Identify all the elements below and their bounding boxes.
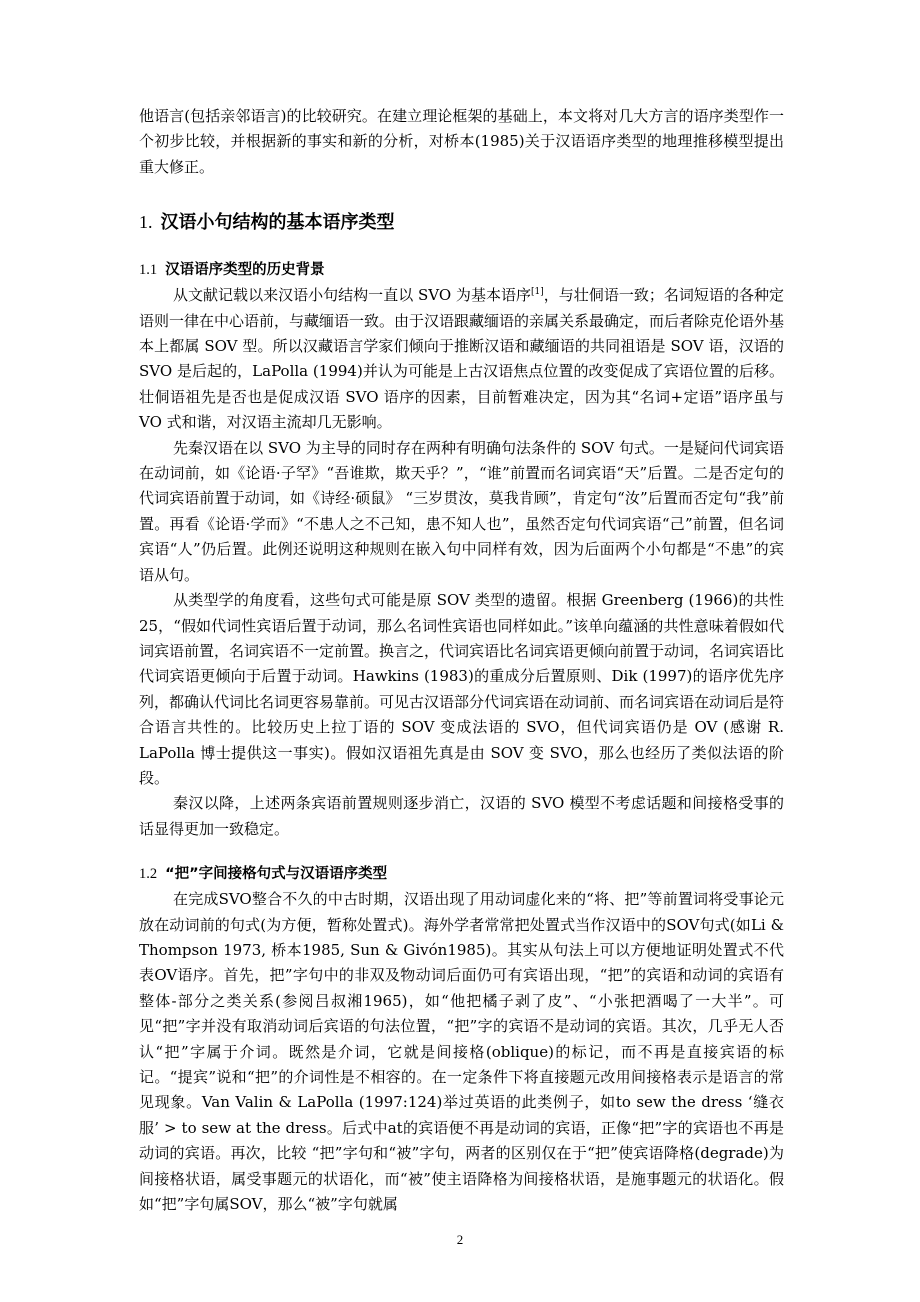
intro-paragraph: 他语言(包括亲邻语言)的比较研究。在建立理论框架的基础上，本文将对几大方言的语序类型作一个初步比较，并根据新的事实和新的分析，对桥本(1985)关于汉语语序类型的地理推移模型提出重大修正。 (139, 107, 784, 176)
paragraph: 在完成SVO整合不久的中古时期，汉语出现了用动词虚化来的“将、把”等前置词将受事论元放在动词前的句式(为方便，暂称处置式)。海外学者常常把处置式当作汉语中的SOV句式(如Li & Thompson 1973, 桥本1985, Sun & Givón1985)。其实从句法上可以方便地证明处置式不代表OV语序。首先，把”字句中的非双及物动词后面仍可有宾语出现，“把”的宾语和动词的宾语有整体-部分之类关系(参阅吕叔湘1965)，如“他把橘子剥了皮”、“小张把酒喝了一大半”。可见“把”字并没有取消动词后宾语的句法位置，“把”字的宾语不是动词的宾语。其次，几乎无人否认“把”字属于介词。既然是介词，它就是间接格(oblique)的标记，而不再是直接宾语的标记。“提宾”说和“把”的介词性是不相容的。在一定条件下将直接题元改用间接格表示是语言的常见现象。Van Valin & LaPolla (1997:124)举过英语的此类例子，如to sew the dress ‘缝衣服’ > to sew at the dress。后式中at的宾语便不再是动词的宾语，正像“把”字的宾语也不再是动词的宾语。再次，比较 “把”字句和“被”字句，两者的区别仅在于“把”使宾语降格(degrade)为间接格状语，属受事题元的状语化，而“被”使主语降格为间接格状语，是施事题元的状语化。假如“把”字句属SOV，那么“被”字句就属 (139, 890, 784, 1214)
subsection-number: 1.1 (139, 262, 158, 279)
footnote-marker[interactable]: [1] (531, 287, 544, 298)
section-1-heading (139, 207, 784, 238)
subsection-number: 1.2 (139, 866, 158, 883)
paragraph: 从类型学的角度看，这些句式可能是原 SOV 类型的遗留。根据 Greenberg (1966)的共性 25，“假如代词性宾语后置于动词，那么名词性宾语也同样如此。”该单向蕴涵的共性意味着假如代词宾语前置，名词宾语不一定前置。换言之，代词宾语比名词宾语更倾向前置于动词，名词宾语比代词宾语更倾向于后置于动词。Hawkins (1983)的重成分后置原则、Dik (1997)的语序优先序列，都确认代词比名词更容易靠前。可见古汉语部分代词宾语在动词前、而名词宾语在动词后是符合语言共性的。比较历史上拉丁语的 SOV 变成法语的 SVO，但代词宾语仍是 OV (感谢 R. LaPolla 博士提供这一事实)。假如汉语祖先真是由 SOV 变 SVO，那么也经历了类似法语的阶段。 (139, 591, 785, 787)
section-title: 汉语小句结构的基本语序类型 (160, 212, 395, 234)
subsection-1-1-heading (139, 257, 784, 283)
paragraph-text: 从文献记载以来汉语小句结构一直以 SVO 为基本语序 (173, 286, 532, 305)
document-page (139, 104, 784, 1217)
subsection-title: “把”字间接格句式与汉语语序类型 (165, 866, 388, 883)
subsection-title: 汉语语序类型的历史背景 (165, 262, 325, 279)
paragraph: 秦汉以降，上述两条宾语前置规则逐步消亡，汉语的 SVO 模型不考虑话题和间接格受事的话显得更加一致稳定。 (139, 794, 784, 838)
paragraph: 先秦汉语在以 SVO 为主导的同时存在两种有明确句法条件的 SOV 句式。一是疑问代词宾语在动词前，如《论语·子罕》“吾谁欺，欺天乎？”，“谁”前置而名词宾语“天”后置。二是否定句的代词宾语前置于动词，如《诗经·硕鼠》 “三岁贯汝，莫我肯顾”，肯定句“汝”后置而否定句“我”前置。再看《论语·学而》“不患人之不己知，患不知人也”，虽然否定句代词宾语“己”前置，但名词宾语“人”仍后置。此例还说明这种规则在嵌入句中同样有效，因为后面两个小句都是“不患”的宾语从句。 (139, 438, 784, 584)
paragraph-text: ，与壮侗语一致；名词短语的各种定语则一律在中心语前，与藏缅语一致。由于汉语跟藏缅语的亲属关系最确定，而后者除克伦语外基本上都属 SOV 型。所以汉藏语言学家们倾向于推断汉语和藏缅语的共同祖语是 SOV 语，汉语的 SVO 是后起的，LaPolla (1994)并认为可能是上古汉语焦点位置的改变促成了宾语位置的后移。壮侗语祖先是否也是促成汉语 SVO 语序的因素，目前暂难决定，因为其“名词+定语”语序虽与 VO 式和谐，对汉语主流却几无影响。 (139, 286, 785, 432)
page-number: 2 (456, 1232, 464, 1247)
section-number: 1. (139, 212, 153, 233)
subsection-1-2-heading (139, 861, 784, 887)
paragraph (139, 283, 784, 435)
